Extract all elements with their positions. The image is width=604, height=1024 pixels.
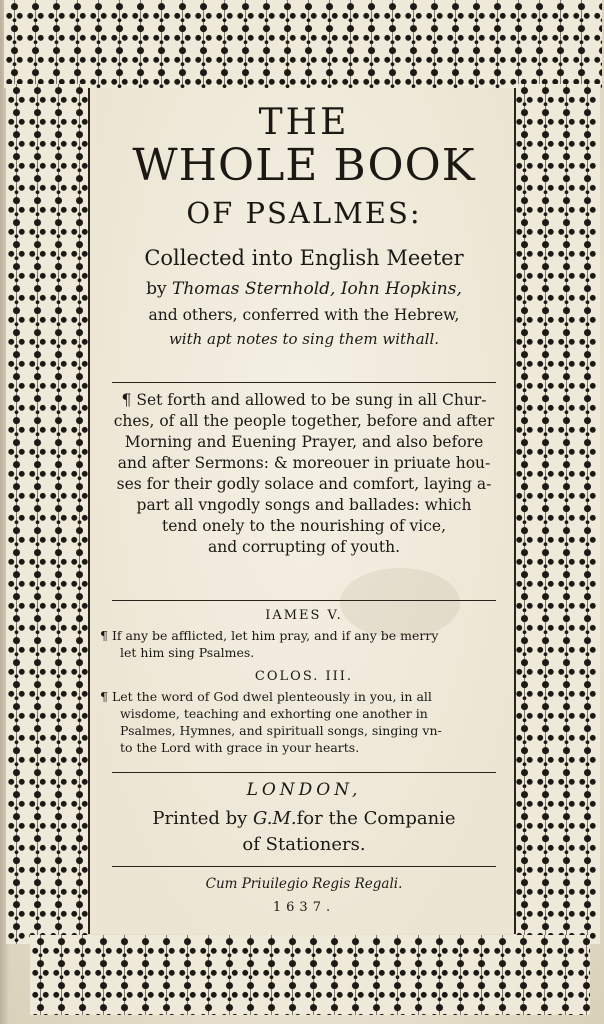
- scripture-ref-colossians: COLOS. III.: [254, 669, 354, 684]
- james-line-text: If any be afflicted, let him pray, and if any be merry: [111, 628, 439, 643]
- title-line-1: THE: [258, 102, 350, 143]
- james-line-2: let him sing Psalmes.: [120, 645, 255, 660]
- publication-year: 1637.: [272, 900, 336, 915]
- text-panel: [88, 88, 516, 934]
- imprint-line-2: of Stationers.: [242, 834, 366, 855]
- scripture-quote-colossians: [90, 688, 518, 756]
- subtitle-authors: Thomas Sternhold, Iohn Hopkins,: [172, 279, 462, 299]
- colos-line-text: Let the word of God dwel plenteously in you, in all: [111, 689, 432, 704]
- subtitle-line-1: Collected into English Meeter: [144, 246, 464, 270]
- preface-line-text: Set forth and allowed to be sung in all Chur-: [136, 391, 487, 409]
- pilcrow-icon: ¶: [121, 391, 132, 409]
- scripture-quote-james: [90, 627, 518, 661]
- colos-line-1: [90, 688, 518, 705]
- preface-block: [108, 390, 500, 558]
- imprint-city: LONDON,: [246, 780, 362, 800]
- ornamental-border-left: [6, 84, 88, 944]
- colos-line-3: Psalmes, Hymnes, and spirituall songs, singing vn-: [120, 723, 442, 738]
- divider-rule-3: [112, 772, 496, 773]
- divider-rule-1: [112, 382, 496, 383]
- subtitle-line-3: and others, conferred with the Hebrew,: [148, 306, 460, 324]
- preface-line-6: part all vngodly songs and ballades: which: [136, 496, 472, 514]
- pilcrow-icon: ¶: [100, 628, 108, 643]
- james-line-1: [90, 627, 518, 644]
- colos-line-4: to the Lord with grace in your hearts.: [120, 740, 360, 755]
- pilcrow-icon: ¶: [100, 689, 108, 704]
- colos-line-2: wisdome, teaching and exhorting one another in: [120, 706, 428, 721]
- preface-line-8: and corrupting of youth.: [207, 538, 401, 556]
- ornamental-border-bottom: [30, 935, 590, 1015]
- title-line-2: WHOLE BOOK: [132, 140, 476, 191]
- ornamental-border-top: [4, 0, 602, 88]
- subtitle-line-4: with apt notes to sing them withall.: [168, 330, 440, 348]
- preface-line-5: ses for their godly solace and comfort, laying a-: [116, 475, 492, 493]
- preface-line-2: ches, of all the people together, before and after: [113, 412, 495, 430]
- preface-line-4: and after Sermons: & moreouer in priuate hou-: [117, 454, 491, 472]
- subtitle-by: by: [146, 279, 173, 299]
- imprint-printer: G.M.: [253, 808, 297, 829]
- imprint-line-1: [90, 808, 518, 829]
- scripture-ref-james: IAMES V.: [265, 608, 343, 623]
- divider-rule-2: [112, 600, 496, 601]
- preface-line-1: [108, 390, 500, 411]
- preface-line-3: Morning and Euening Prayer, and also before: [124, 433, 484, 451]
- ornamental-border-right: [514, 84, 600, 944]
- subtitle-line-2: [90, 279, 518, 299]
- imprint-suffix: for the Companie: [296, 808, 456, 829]
- title-line-3: OF PSALMES:: [186, 196, 422, 230]
- imprint-prefix: Printed by: [152, 808, 253, 829]
- divider-rule-4: [112, 866, 496, 867]
- preface-line-7: tend onely to the nourishing of vice,: [161, 517, 447, 535]
- privilege-line: Cum Priuilegio Regis Regali.: [205, 876, 403, 892]
